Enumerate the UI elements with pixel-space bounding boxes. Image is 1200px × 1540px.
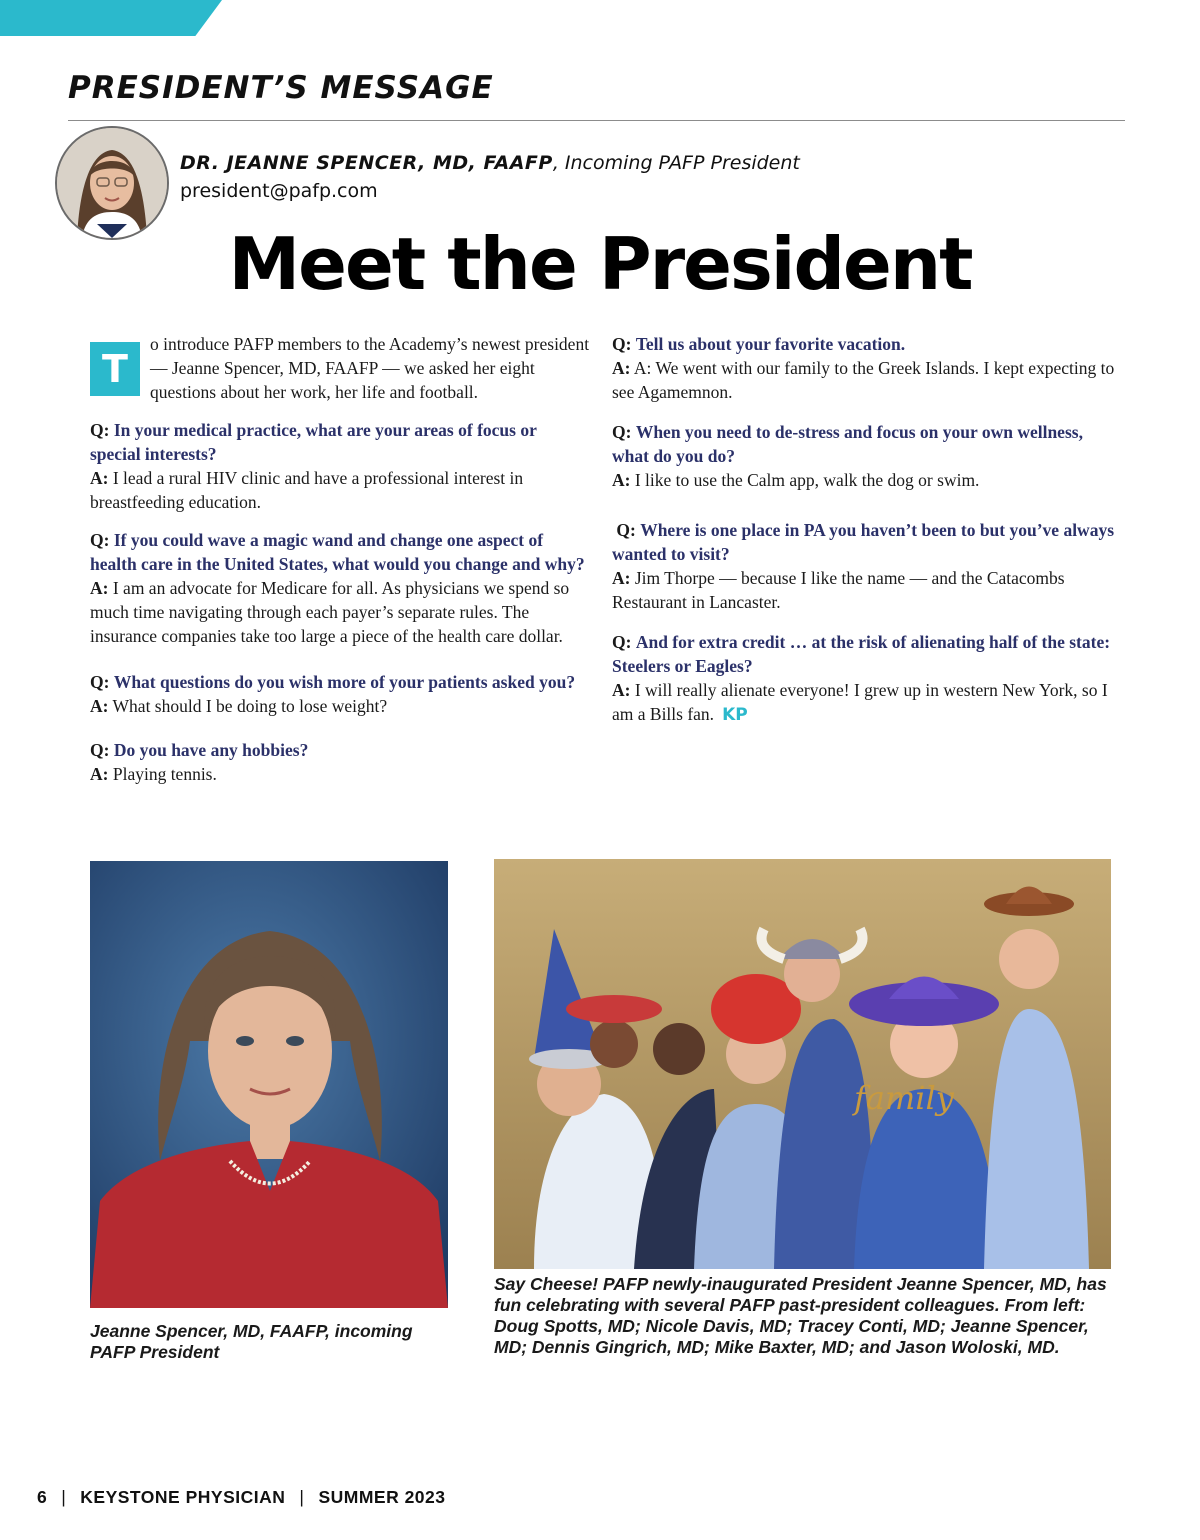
- answer-text: Playing tennis.: [112, 764, 217, 784]
- answer-label: A:: [612, 358, 631, 378]
- answer-text: Jim Thorpe — because I like the name — and the Catacombs Restaurant in Lancaster.: [612, 568, 1065, 612]
- drop-cap: T: [90, 342, 140, 396]
- answer-text: A: We went with our family to the Greek Islands. I kept expecting to see Agamemnon.: [612, 358, 1115, 402]
- portrait-caption: Jeanne Spencer, MD, FAAFP, incoming PAFP President: [90, 1321, 413, 1362]
- group-photo: [494, 859, 1111, 1269]
- end-mark-logo: KP: [722, 705, 748, 725]
- author-email-link[interactable]: president@pafp.com: [180, 180, 378, 202]
- question-label: Q:: [90, 672, 110, 692]
- question-label: Q:: [612, 334, 632, 354]
- footer-separator: |: [299, 1487, 305, 1507]
- portrait-photo-image: [90, 861, 448, 1308]
- question-label: Q:: [612, 632, 632, 652]
- question-text: In your medical practice, what are your areas of focus or special interests?: [90, 420, 537, 464]
- author-role: , Incoming PAFP President: [552, 152, 800, 174]
- answer-label: A:: [90, 578, 109, 598]
- qa-item: [612, 630, 1117, 727]
- qa-item: [612, 332, 1117, 404]
- intro-text: o introduce PAFP members to the Academy’s newest president — Jeanne Spencer, MD, FAAFP — we asked her eight questions about her work, her life and football.: [150, 334, 590, 402]
- group-photo-image: [494, 859, 1111, 1269]
- question-label: Q:: [616, 520, 636, 540]
- answer-label: A:: [90, 696, 109, 716]
- publication-name: KEYSTONE PHYSICIAN: [80, 1487, 286, 1507]
- author-line: [180, 152, 800, 174]
- question-label: Q:: [612, 422, 632, 442]
- question-label: Q:: [90, 420, 110, 440]
- author-name: DR. JEANNE SPENCER, MD, FAAFP: [180, 152, 553, 174]
- answer-text: I am an advocate for Medicare for all. As physicians we spend so much time navigating through each payer’s separate rules. The insurance companies take too large a piece of the health care dollar.: [90, 578, 570, 646]
- answer-text: I lead a rural HIV clinic and have a professional interest in breastfeeding education.: [90, 468, 524, 512]
- question-text: Tell us about your favorite vacation.: [635, 334, 906, 354]
- question-label: Q:: [90, 740, 110, 760]
- group-photo-caption: Say Cheese! PAFP newly-inaugurated President Jeanne Spencer, MD, has fun celebrating with several PAFP past-president colleagues. From left: Doug Spotts, MD; Nicole Davis, MD; Tracey Conti, MD; Jeanne Spencer, MD; Dennis Gingrich, MD; Mike Baxter, MD; and Jason Woloski, MD.: [494, 1274, 1107, 1357]
- article-headline: Meet the President: [228, 222, 972, 306]
- question-text: When you need to de-stress and focus on your own wellness, what do you do?: [612, 422, 1083, 466]
- question-text: And for extra credit … at the risk of alienating half of the state: Steelers or Eagles?: [612, 632, 1111, 676]
- answer-label: A:: [90, 764, 109, 784]
- question-text: Where is one place in PA you haven’t been to but you’ve always wanted to visit?: [612, 520, 1115, 564]
- question-label: Q:: [90, 530, 110, 550]
- answer-label: A:: [612, 680, 631, 700]
- qa-item: [90, 738, 590, 786]
- qa-item: [612, 420, 1117, 492]
- answer-label: A:: [612, 568, 631, 588]
- qa-item: [612, 518, 1117, 614]
- answer-label: A:: [90, 468, 109, 488]
- question-text: What questions do you wish more of your patients asked you?: [113, 672, 576, 692]
- qa-item: [90, 418, 590, 514]
- footer-separator: |: [61, 1487, 67, 1507]
- page-number: 6: [37, 1487, 48, 1507]
- right-column: [612, 332, 1117, 741]
- answer-label: A:: [612, 470, 631, 490]
- page-footer: [37, 1487, 446, 1508]
- header-divider: [68, 120, 1125, 121]
- answer-text: I like to use the Calm app, walk the dog or swim.: [634, 470, 980, 490]
- issue-date: SUMMER 2023: [318, 1487, 446, 1507]
- qa-item: [90, 528, 590, 648]
- question-text: Do you have any hobbies?: [113, 740, 309, 760]
- qa-item: [90, 670, 590, 718]
- header-accent-bar: [0, 0, 222, 36]
- section-label: PRESIDENT’S MESSAGE: [68, 70, 494, 106]
- question-text: If you could wave a magic wand and change one aspect of health care in the United States, what would you change and why?: [90, 530, 585, 574]
- answer-text: What should I be doing to lose weight?: [112, 696, 388, 716]
- portrait-photo: [90, 861, 448, 1308]
- answer-text: I will really alienate everyone! I grew up in western New York, so I am a Bills fan.: [612, 680, 1108, 724]
- family-sign-text: family: [854, 1079, 954, 1117]
- article-intro: [90, 332, 590, 404]
- left-column: [90, 332, 590, 800]
